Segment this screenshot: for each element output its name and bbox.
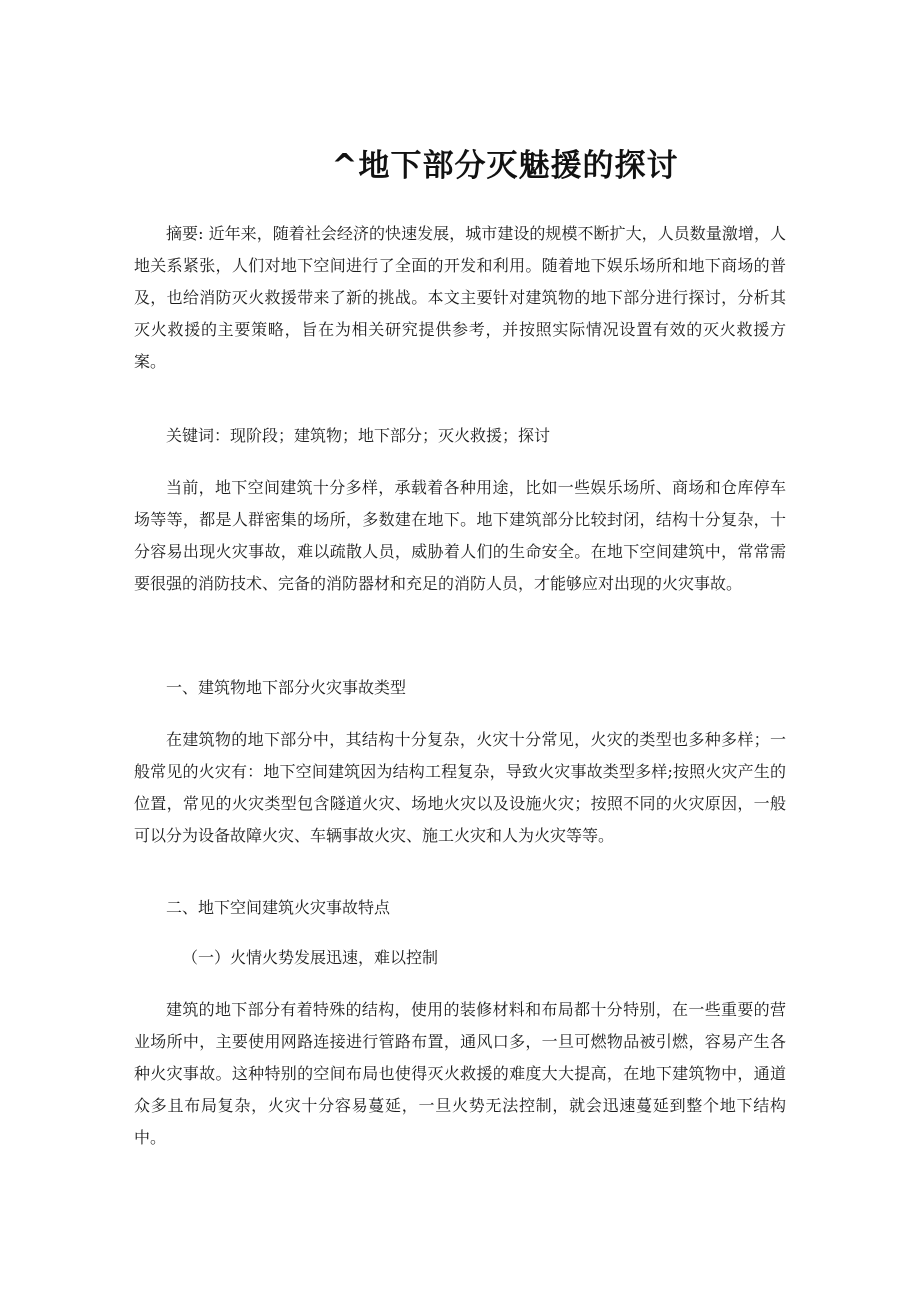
intro-paragraph: 当前，地下空间建筑十分多样，承载着各种用途，比如一些娱乐场所、商场和仓库停车场等等，都是人群密集的场所，多数建在地下。地下建筑部分比较封闭，结构十分复杂，十分容易出现火灾事故，难以疏散人员，威胁着人们的生命安全。在地下空间建筑中，常常需要很强的消防技术、完备的消防器材和充足的消防人员，才能够应对出现的火灾事故。 [134,478,786,593]
section-2-heading: 二、地下空间建筑火灾事故特点 [166,898,391,917]
abstract-paragraph: 摘要: 近年来，随着社会经济的快速发展，城市建设的规模不断扩大，人员数量激增，人地关系紧张，人们对地下空间进行了全面的开发和利用。随着地下娱乐场所和地下商场的普及，也给消防灭火救援带来了新的挑战。本文主要针对建筑物的地下部分进行探讨，分析其灭火救援的主要策略，旨在为相关研究提供参考，并按照实际情况设置有效的灭火救援方案。 [134,224,786,371]
section-1-paragraph: 在建筑物的地下部分中，其结构十分复杂，火灾十分常见，火灾的类型也多种多样；一般常见的火灾有：地下空间建筑因为结构工程复杂，导致火灾事故类型多样;按照火灾产生的位置，常见的火灾类型包含隧道火灾、场地火灾以及设施火灾；按照不同的火灾原因，一般可以分为设备故障火灾、车辆事故火灾、施工火灾和人为火灾等等。 [134,730,786,845]
section-1-heading: 一、建筑物地下部分火灾事故类型 [166,678,407,697]
document-title: ^地下部分灭魅援的探讨 [331,148,679,184]
subsection-1-paragraph: 建筑的地下部分有着特殊的结构，使用的装修材料和布局都十分特别，在一些重要的营业场所中，主要使用网路连接进行管路布置，通风口多，一旦可燃物品被引燃，容易产生各种火灾事故。这种特别的空间布局也使得灭火救援的难度大大提高，在地下建筑物中，通道众多且布局复杂，火灾十分容易蔓延，一旦火势无法控制，就会迅速蔓延到整个地下结构中。 [134,1000,786,1147]
subsection-1-heading: （一）火情火势发展迅速，难以控制 [182,948,439,967]
keywords-line: 关键词：现阶段；建筑物；地下部分；灭火救援；探讨 [166,426,551,445]
